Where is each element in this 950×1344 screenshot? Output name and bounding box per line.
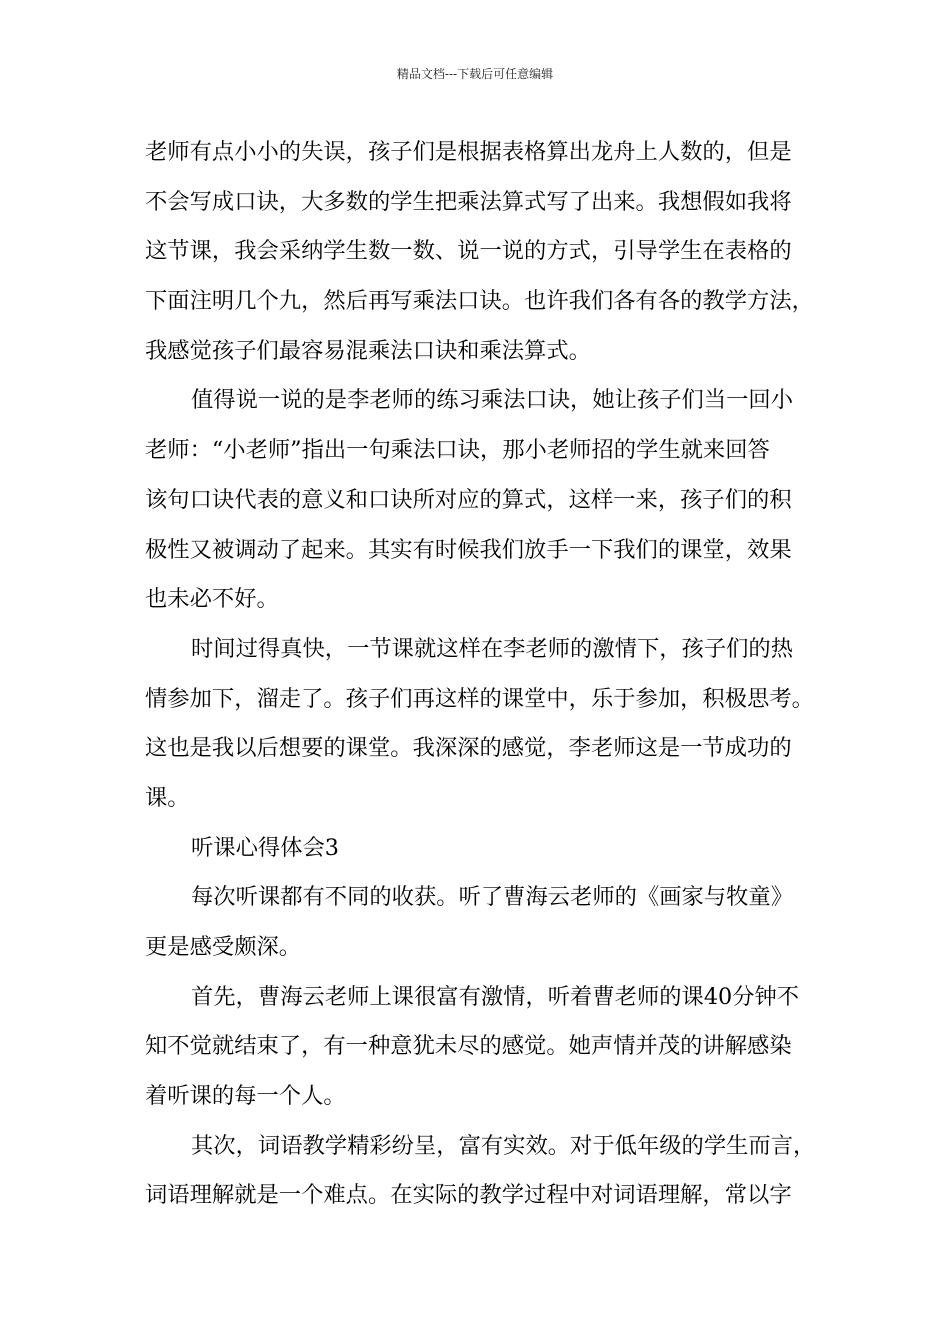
text-line: 情参加下，溜走了。孩子们再这样的课堂中，乐于参加，积极思考。 [145, 685, 814, 712]
text-line: 该句口诀代表的意义和口诀所对应的算式，这样一来，孩子们的积 [145, 486, 792, 513]
paragraph-start-line: 首先，曹海云老师上课很富有激情，听着曹老师的课40分钟不 [191, 983, 800, 1010]
text-line: 这节课，我会采纳学生数一数、说一说的方式，引导学生在表格的 [145, 238, 792, 265]
paragraph-start-line: 其次，词语教学精彩纷呈，富有实效。对于低年级的学生而言， [191, 1132, 816, 1159]
page-header: 精品文档---下载后可任意编辑 [396, 67, 554, 81]
text-line: 我感觉孩子们最容易混乘法口诀和乘法算式。 [145, 337, 591, 364]
text-line: 老师有点小小的失误，孩子们是根据表格算出龙舟上人数的，但是 [145, 139, 792, 165]
text-line: 着听课的每一个人。 [145, 1083, 346, 1110]
text-line: 老师：“小老师”指出一句乘法口诀，那小老师招的学生就来回答 [145, 437, 770, 464]
section-heading: 听课心得体会3 [191, 834, 339, 861]
text-line: 下面注明几个九，然后再写乘法口诀。也许我们各有各的教学方法， [145, 288, 814, 315]
text-line: 极性又被调动了起来。其实有时候我们放手一下我们的课堂，效果 [145, 536, 792, 563]
text-line: 也未必不好。 [145, 586, 279, 613]
paragraph-start-line: 时间过得真快，一节课就这样在李老师的激情下，孩子们的热 [191, 635, 794, 662]
paragraph-start-line: 每次听课都有不同的收获。听了曹海云老师的《画家与牧童》 [191, 884, 794, 911]
text-line: 知不觉就结束了，有一种意犹未尽的感觉。她声情并茂的讲解感染 [145, 1033, 792, 1060]
document-body [145, 128, 835, 1221]
text-line: 更是感受颇深。 [145, 934, 302, 960]
text-line: 词语理解就是一个难点。在实际的教学过程中对词语理解，常以字 [145, 1182, 792, 1209]
text-line: 这也是我以后想要的课堂。我深深的感觉，李老师这是一节成功的 [145, 735, 792, 762]
text-line: 不会写成口诀，大多数的学生把乘法算式写了出来。我想假如我将 [145, 188, 792, 215]
text-line: 课。 [145, 784, 190, 811]
paragraph-start-line: 值得说一说的是李老师的练习乘法口诀，她让孩子们当一回小 [191, 387, 794, 414]
